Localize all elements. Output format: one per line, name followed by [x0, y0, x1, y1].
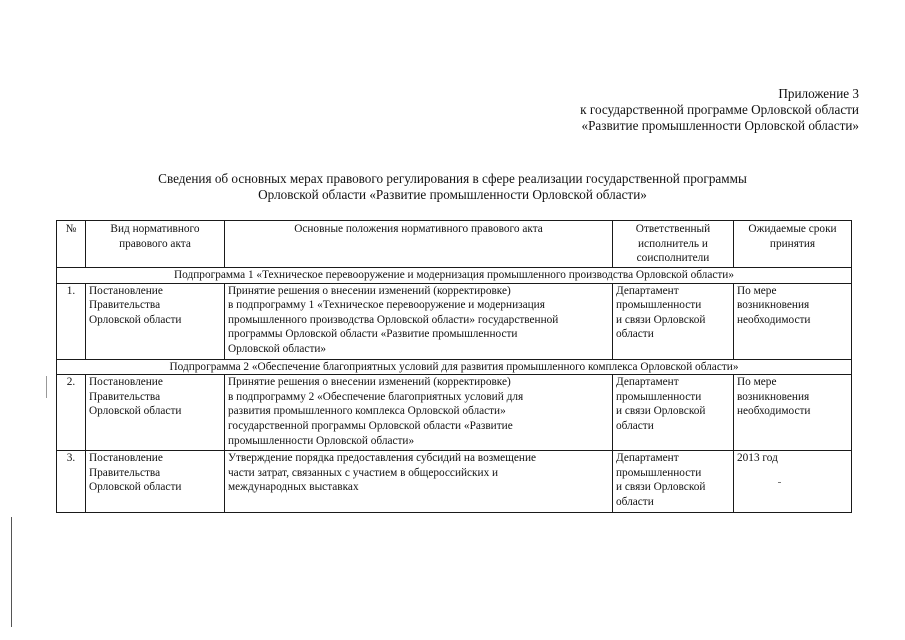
col-header-num: №: [57, 221, 86, 268]
col-header-act-type: [86, 221, 225, 268]
row-act-type-line: Орловской области: [89, 313, 182, 326]
table-row: [57, 283, 852, 359]
row-act-type-line: Постановление: [89, 376, 163, 389]
row-act-type-line: Орловской области: [89, 405, 182, 418]
row-responsible-line: области: [616, 495, 654, 508]
row-responsible-line: области: [616, 419, 654, 432]
col-header-deadline: [734, 221, 852, 268]
row-act-type-line: Правительства: [89, 390, 161, 403]
row-provisions-line: Утверждение порядка предоставления субсидий на возмещение: [228, 452, 536, 465]
col-header-responsible-line: соисполнители: [636, 252, 710, 265]
row-act-type-line: Правительства: [89, 299, 161, 312]
row-responsible-line: промышленности: [616, 466, 702, 479]
scan-margin-line: [11, 517, 12, 627]
row-act-type-line: Орловской области: [89, 481, 182, 494]
scan-artifact-mark: [46, 376, 47, 398]
row-provisions-line: программы Орловской области «Развитие промышленности: [228, 328, 518, 341]
row-deadline-line: необходимости: [737, 313, 811, 326]
row-responsible-line: области: [616, 328, 654, 341]
row-deadline-line: По мере: [737, 284, 777, 297]
row-provisions-line: международных выставках: [228, 481, 359, 494]
col-header-act-type-line: Вид нормативного: [110, 223, 200, 235]
col-header-responsible-line: Ответственный: [635, 223, 711, 235]
row-responsible-line: и связи Орловской: [616, 313, 706, 326]
row-deadline-line: возникновения: [737, 299, 810, 312]
col-header-provisions: Основные положения нормативного правового акта: [225, 221, 613, 268]
row-deadline-line: 2013 год: [737, 452, 778, 465]
row-responsible: [613, 451, 734, 512]
row-provisions-line: Принятие решения о внесении изменений (корректировке): [228, 284, 511, 297]
row-provisions-line: в подпрограмму 1 «Техническое перевооружение и модернизация: [228, 299, 545, 312]
row-provisions-line: промышленного производства Орловской области» государственной: [228, 313, 559, 326]
row-responsible: [613, 283, 734, 359]
col-header-deadline-line: принятия: [769, 237, 816, 250]
row-responsible-line: Департамент: [616, 452, 679, 465]
row-responsible: [613, 375, 734, 451]
row-provisions-line: части затрат, связанных с участием в общероссийских и: [228, 466, 499, 479]
row-num: 2.: [57, 375, 86, 451]
document-title-line-2: Орловской области «Развитие промышленности Орловской области»: [258, 187, 647, 202]
subprogram-1-title: Подпрограмма 1 «Техническое перевооружение и модернизация промышленного производства Орловской области»: [57, 268, 852, 284]
row-responsible-line: Департамент: [616, 376, 679, 389]
row-provisions-line: развития промышленного комплекса Орловской области»: [228, 405, 506, 418]
col-header-responsible-line: исполнитель и: [638, 237, 708, 250]
col-header-responsible: [613, 221, 734, 268]
row-responsible-line: промышленности: [616, 299, 702, 312]
table-row: [57, 451, 852, 512]
row-provisions-line: в подпрограмму 2 «Обеспечение благоприятных условий для: [228, 390, 524, 403]
row-act-type: [86, 451, 225, 512]
legal-measures-table: [56, 220, 852, 513]
appendix-line-2: к государственной программе Орловской области: [580, 102, 859, 117]
document-title-line-1: Сведения об основных мерах правового регулирования в сфере реализации государственной программы: [158, 171, 747, 186]
row-act-type-line: Постановление: [89, 452, 163, 465]
row-num: 3.: [57, 451, 86, 512]
row-responsible-line: промышленности: [616, 390, 702, 403]
appendix-line-3: «Развитие промышленности Орловской области»: [581, 118, 859, 133]
row-act-type-line: Правительства: [89, 466, 161, 479]
row-provisions-line: Орловской области»: [228, 342, 327, 355]
subprogram-2-title: Подпрограмма 2 «Обеспечение благоприятных условий для развития промышленного комплекса Орловской области»: [57, 359, 852, 375]
row-responsible-line: и связи Орловской: [616, 481, 706, 494]
table-row: [57, 375, 852, 451]
col-header-deadline-line: Ожидаемые сроки: [748, 223, 837, 235]
scan-artifact-mark: [778, 482, 781, 483]
row-act-type-line: Постановление: [89, 284, 163, 297]
appendix-header: [580, 86, 859, 134]
row-num: 1.: [57, 283, 86, 359]
document-title: [0, 171, 905, 203]
row-provisions: [225, 375, 613, 451]
row-provisions-line: государственной программы Орловской области «Развитие: [228, 419, 513, 432]
row-deadline: [734, 375, 852, 451]
row-provisions-line: Принятие решения о внесении изменений (корректировке): [228, 376, 511, 389]
row-provisions-line: промышленности Орловской области»: [228, 434, 415, 447]
subprogram-row: [57, 359, 852, 375]
row-responsible-line: Департамент: [616, 284, 679, 297]
row-deadline-line: возникновения: [737, 390, 810, 403]
appendix-line-1: Приложение 3: [778, 86, 859, 101]
row-provisions: [225, 451, 613, 512]
row-deadline-line: необходимости: [737, 405, 811, 418]
row-provisions: [225, 283, 613, 359]
row-act-type: [86, 283, 225, 359]
table-header-row: [57, 221, 852, 268]
row-deadline-line: По мере: [737, 376, 777, 389]
row-deadline: [734, 283, 852, 359]
col-header-act-type-line: правового акта: [119, 237, 191, 250]
subprogram-row: [57, 268, 852, 284]
row-responsible-line: и связи Орловской: [616, 405, 706, 418]
row-deadline: [734, 451, 852, 512]
row-act-type: [86, 375, 225, 451]
